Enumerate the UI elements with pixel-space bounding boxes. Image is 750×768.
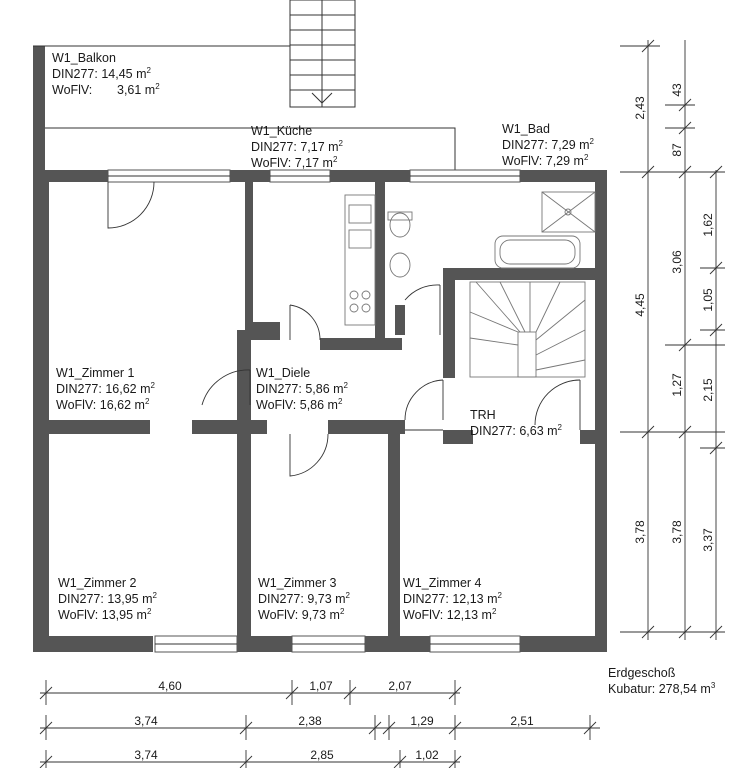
svg-text:1,02: 1,02 (415, 748, 439, 762)
room-zimmer-4 (403, 576, 503, 622)
svg-text:W1_Zimmer 3: W1_Zimmer 3 (258, 576, 337, 590)
room-diele (256, 366, 349, 412)
svg-text:3,78: 3,78 (670, 520, 684, 544)
room-name: W1_Balkon (52, 51, 116, 65)
room-kueche (251, 124, 344, 170)
kubatur: Kubatur: 278,54 $m^3$ (608, 681, 716, 696)
floor-info (608, 666, 716, 696)
room-trh (470, 408, 563, 438)
dimension-chain-right (620, 40, 725, 640)
exterior-stair (290, 0, 355, 107)
room-zimmer-3 (258, 576, 351, 622)
svg-text:WoFlV: 7,17 m2: WoFlV: 7,17 $m^2$ (251, 155, 338, 170)
room-bad (502, 122, 595, 168)
svg-text:WoFlV: 5,86 m2: WoFlV: 5,86 $m^2$ (256, 397, 343, 412)
svg-text:W1_Küche: W1_Küche (251, 124, 313, 138)
floor-name: Erdgeschoß (608, 666, 676, 680)
svg-text:DIN277: 7,29 m2: DIN277: 7,29 $m^2$ (502, 137, 594, 152)
svg-text:W1_Zimmer 2: W1_Zimmer 2 (58, 576, 137, 590)
svg-text:TRH: TRH (470, 408, 496, 422)
svg-text:W1_Diele: W1_Diele (256, 366, 311, 380)
dimension-chain-bottom (40, 679, 600, 768)
svg-text:1,05: 1,05 (701, 288, 715, 312)
svg-text:1,62: 1,62 (701, 213, 715, 237)
svg-text:WoFlV: 16,62 m2: WoFlV: 16,62 $m^2$ (56, 397, 150, 412)
svg-text:W1_Zimmer 1: W1_Zimmer 1 (56, 366, 135, 380)
svg-text:87: 87 (670, 143, 684, 157)
kitchen-counter (345, 195, 375, 325)
svg-text:2,85: 2,85 (310, 748, 334, 762)
svg-text:DIN277: 16,62 m2: DIN277: 16,62 $m^2$ (56, 381, 155, 396)
interior-stair (470, 282, 585, 377)
svg-text:4,60: 4,60 (158, 679, 182, 693)
svg-text:2,15: 2,15 (701, 378, 715, 402)
svg-text:4,45: 4,45 (633, 293, 647, 317)
svg-text:DIN277: 14,45 m2: DIN277: 14,45 $m^2$ (52, 66, 151, 81)
svg-text:WoFlV: 13,95 m2: WoFlV: 13,95 $m^2$ (58, 607, 152, 622)
svg-text:43: 43 (670, 83, 684, 97)
svg-text:DIN277: 7,17 m2: DIN277: 7,17 $m^2$ (251, 139, 343, 154)
svg-text:WoFlV: 9,73 m2: WoFlV: 9,73 $m^2$ (258, 607, 345, 622)
svg-text:2,51: 2,51 (510, 714, 534, 728)
svg-text:3,78: 3,78 (633, 520, 647, 544)
svg-text:DIN277: 5,86 m2: DIN277: 5,86 $m^2$ (256, 381, 348, 396)
svg-text:2,43: 2,43 (633, 96, 647, 120)
svg-text:3,06: 3,06 (670, 250, 684, 274)
svg-text:DIN277: 12,13 m2: DIN277: 12,13 $m^2$ (403, 591, 502, 606)
svg-text:2,07: 2,07 (388, 679, 412, 693)
svg-text:DIN277: 9,73 m2: DIN277: 9,73 $m^2$ (258, 591, 350, 606)
svg-text:2,38: 2,38 (298, 714, 322, 728)
svg-text:DIN277: 13,95 m2: DIN277: 13,95 $m^2$ (58, 591, 157, 606)
bathroom-fixtures (388, 192, 595, 277)
svg-text:WoFlV:3,61 m2: WoFlV: 3,61 $m^2$ (52, 82, 160, 97)
svg-text:DIN277: 6,63 m2: DIN277: 6,63 $m^2$ (470, 423, 562, 438)
svg-text:3,74: 3,74 (134, 714, 158, 728)
room-balkon (52, 51, 160, 97)
room-zimmer-1 (56, 366, 156, 412)
svg-text:1,27: 1,27 (670, 373, 684, 397)
svg-text:WoFlV: 12,13 m2: WoFlV: 12,13 $m^2$ (403, 607, 497, 622)
room-zimmer-2 (58, 576, 158, 622)
svg-text:WoFlV: 7,29 m2: WoFlV: 7,29 $m^2$ (502, 153, 589, 168)
svg-text:1,29: 1,29 (410, 714, 434, 728)
svg-text:1,07: 1,07 (309, 679, 333, 693)
svg-text:W1_Zimmer 4: W1_Zimmer 4 (403, 576, 482, 590)
svg-text:3,74: 3,74 (134, 748, 158, 762)
svg-text:3,37: 3,37 (701, 528, 715, 552)
svg-text:W1_Bad: W1_Bad (502, 122, 550, 136)
